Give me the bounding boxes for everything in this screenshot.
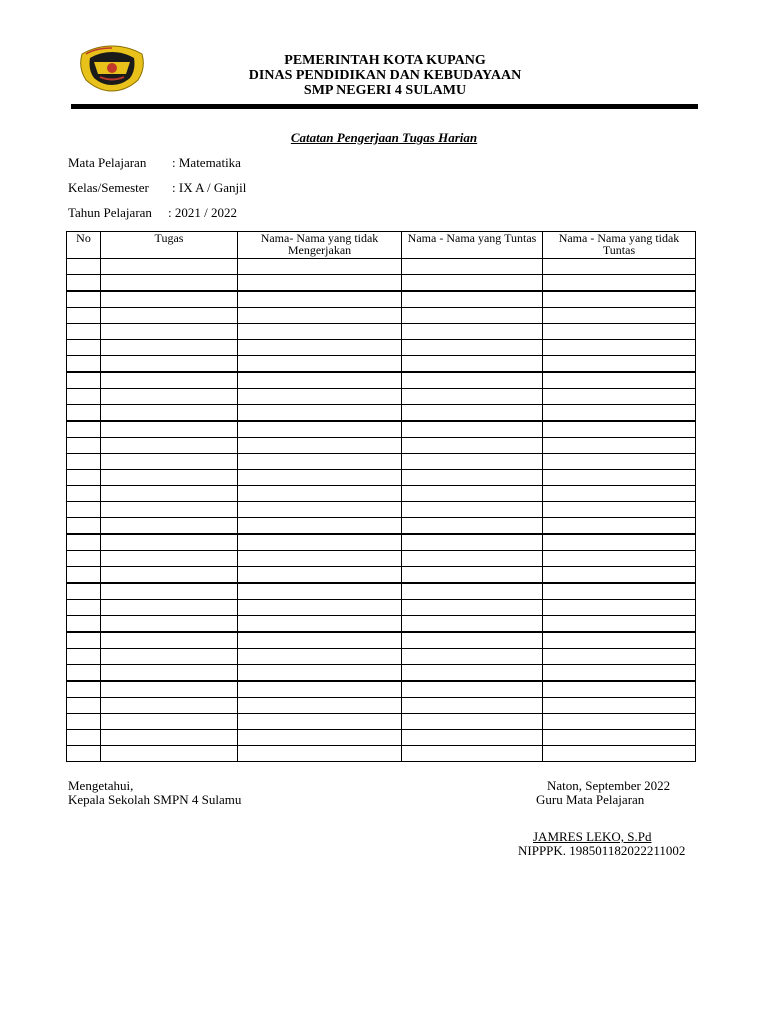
table-cell <box>67 746 101 762</box>
table-cell <box>101 356 238 373</box>
table-row <box>67 551 696 567</box>
table-cell <box>238 324 402 340</box>
table-cell <box>67 567 101 584</box>
subject-label: Mata Pelajaran <box>68 155 147 170</box>
col-header-task: Tugas <box>101 232 238 259</box>
signature-block <box>518 830 685 858</box>
table-cell <box>402 340 543 356</box>
table-cell <box>402 275 543 292</box>
table-cell <box>238 730 402 746</box>
table-cell <box>543 291 696 308</box>
table-cell <box>101 583 238 600</box>
info-year <box>68 205 237 221</box>
table-cell <box>101 600 238 616</box>
table-cell <box>238 372 402 389</box>
header-government: PEMERINTAH KOTA KUPANG <box>284 53 486 68</box>
table-cell <box>67 583 101 600</box>
table-cell <box>238 551 402 567</box>
table-cell <box>543 324 696 340</box>
table-cell <box>101 567 238 584</box>
table-cell <box>238 340 402 356</box>
table-cell <box>67 470 101 486</box>
table-cell <box>402 698 543 714</box>
table-cell <box>67 389 101 405</box>
table-header-row <box>67 232 696 259</box>
table-row <box>67 470 696 486</box>
acknowledged-label: Mengetahui, <box>68 778 134 793</box>
footer-left <box>68 779 241 807</box>
table-cell <box>543 518 696 535</box>
table-cell <box>238 356 402 373</box>
table-cell <box>67 421 101 438</box>
table-cell <box>238 259 402 275</box>
table-cell <box>402 616 543 633</box>
table-cell <box>238 649 402 665</box>
table-cell <box>543 259 696 275</box>
table-row <box>67 632 696 649</box>
table-cell <box>67 714 101 730</box>
table-cell <box>67 551 101 567</box>
table-cell <box>238 714 402 730</box>
table-row <box>67 665 696 682</box>
table-cell <box>402 567 543 584</box>
table-row <box>67 616 696 633</box>
table-cell <box>238 632 402 649</box>
table-row <box>67 291 696 308</box>
table-cell <box>543 486 696 502</box>
table-cell <box>101 551 238 567</box>
table-cell <box>238 616 402 633</box>
task-table <box>66 231 696 762</box>
table-row <box>67 405 696 422</box>
table-cell <box>402 389 543 405</box>
table-row <box>67 259 696 275</box>
subject-value: : Matematika <box>172 155 241 170</box>
table-row <box>67 600 696 616</box>
footer-right <box>536 779 670 807</box>
table-row <box>67 356 696 373</box>
table-cell <box>402 438 543 454</box>
table-cell <box>238 405 402 422</box>
table-cell <box>101 518 238 535</box>
table-cell <box>67 681 101 698</box>
table-cell <box>402 405 543 422</box>
table-cell <box>238 698 402 714</box>
signer-name: JAMRES LEKO, S.Pd <box>533 829 652 844</box>
table-row <box>67 275 696 292</box>
table-cell <box>543 714 696 730</box>
table-cell <box>67 372 101 389</box>
table-cell <box>238 389 402 405</box>
table-cell <box>402 324 543 340</box>
table-cell <box>402 486 543 502</box>
table-row <box>67 308 696 324</box>
table-cell <box>402 356 543 373</box>
table-row <box>67 372 696 389</box>
table-cell <box>67 356 101 373</box>
table-cell <box>67 308 101 324</box>
table-row <box>67 518 696 535</box>
table-row <box>67 340 696 356</box>
table-cell <box>101 698 238 714</box>
table-cell <box>67 665 101 682</box>
table-cell <box>67 730 101 746</box>
table-cell <box>67 616 101 633</box>
teacher-title: Guru Mata Pelajaran <box>536 792 645 807</box>
table-row <box>67 583 696 600</box>
table-cell <box>238 567 402 584</box>
table-body <box>67 259 696 762</box>
signer-id: NIPPPK. 198501182022211002 <box>518 843 686 858</box>
table-cell <box>101 746 238 762</box>
table-cell <box>543 616 696 633</box>
col-header-incomplete: Nama - Nama yang tidak Tuntas <box>543 232 696 259</box>
table-cell <box>101 649 238 665</box>
table-cell <box>101 275 238 292</box>
table-cell <box>402 583 543 600</box>
table-row <box>67 324 696 340</box>
table-cell <box>101 714 238 730</box>
table-cell <box>67 324 101 340</box>
table-cell <box>67 698 101 714</box>
table-row <box>67 681 696 698</box>
table-cell <box>543 470 696 486</box>
table-cell <box>101 372 238 389</box>
table-cell <box>238 518 402 535</box>
table-cell <box>67 275 101 292</box>
table-cell <box>67 259 101 275</box>
table-cell <box>402 518 543 535</box>
table-cell <box>543 502 696 518</box>
col-header-not-done: Nama- Nama yang tidak Mengerjakan <box>238 232 402 259</box>
header-school: SMP NEGERI 4 SULAMU <box>303 83 467 98</box>
table-cell <box>238 681 402 698</box>
table-cell <box>238 291 402 308</box>
table-cell <box>402 421 543 438</box>
table-cell <box>402 502 543 518</box>
table-row <box>67 730 696 746</box>
table-cell <box>101 632 238 649</box>
table-cell <box>543 308 696 324</box>
table-cell <box>238 454 402 470</box>
table-cell <box>101 308 238 324</box>
table-cell <box>238 502 402 518</box>
city-emblem-logo <box>76 44 148 92</box>
table-cell <box>402 372 543 389</box>
table-cell <box>543 438 696 454</box>
table-row <box>67 714 696 730</box>
table-cell <box>543 567 696 584</box>
table-cell <box>402 649 543 665</box>
table-cell <box>101 616 238 633</box>
table-cell <box>402 259 543 275</box>
table-row <box>67 567 696 584</box>
table-cell <box>543 698 696 714</box>
table-cell <box>543 665 696 682</box>
table-cell <box>101 438 238 454</box>
table-cell <box>238 665 402 682</box>
table-cell <box>238 746 402 762</box>
table-cell <box>101 259 238 275</box>
col-header-no: No <box>67 232 101 259</box>
table-cell <box>238 470 402 486</box>
table-cell <box>67 632 101 649</box>
table-cell <box>402 551 543 567</box>
table-cell <box>543 649 696 665</box>
table-cell <box>238 275 402 292</box>
table-cell <box>543 730 696 746</box>
table-row <box>67 421 696 438</box>
table-cell <box>543 356 696 373</box>
table-cell <box>101 470 238 486</box>
table-cell <box>67 291 101 308</box>
table-row <box>67 534 696 551</box>
class-label: Kelas/Semester <box>68 180 149 195</box>
table-cell <box>238 308 402 324</box>
table-cell <box>67 600 101 616</box>
table-cell <box>402 714 543 730</box>
table-row <box>67 438 696 454</box>
table-cell <box>238 583 402 600</box>
info-class <box>68 180 246 196</box>
table-cell <box>101 324 238 340</box>
table-cell <box>402 665 543 682</box>
table-cell <box>67 649 101 665</box>
table-cell <box>543 421 696 438</box>
table-cell <box>402 746 543 762</box>
table-row <box>67 502 696 518</box>
table-cell <box>238 534 402 551</box>
table-cell <box>101 502 238 518</box>
table-cell <box>402 454 543 470</box>
table-cell <box>402 534 543 551</box>
table-cell <box>543 583 696 600</box>
table-cell <box>101 534 238 551</box>
table-row <box>67 486 696 502</box>
table-cell <box>101 405 238 422</box>
table-cell <box>67 502 101 518</box>
table-row <box>67 649 696 665</box>
table-cell <box>101 454 238 470</box>
info-subject <box>68 155 241 171</box>
place-date: Naton, September 2022 <box>547 778 671 793</box>
table-row <box>67 698 696 714</box>
table-cell <box>543 389 696 405</box>
table-cell <box>543 681 696 698</box>
table-row <box>67 454 696 470</box>
table-cell <box>543 534 696 551</box>
table-cell <box>101 340 238 356</box>
table-cell <box>67 486 101 502</box>
table-row <box>67 389 696 405</box>
table-cell <box>101 730 238 746</box>
table-cell <box>543 340 696 356</box>
table-cell <box>543 405 696 422</box>
table-cell <box>67 405 101 422</box>
institution-header <box>150 53 620 98</box>
table-cell <box>402 600 543 616</box>
principal-title: Kepala Sekolah SMPN 4 Sulamu <box>68 792 242 807</box>
col-header-complete: Nama - Nama yang Tuntas <box>402 232 543 259</box>
table-cell <box>101 389 238 405</box>
table-cell <box>67 438 101 454</box>
year-label: Tahun Pelajaran <box>68 205 152 220</box>
table-cell <box>67 340 101 356</box>
table-cell <box>238 438 402 454</box>
header-department: DINAS PENDIDIKAN DAN KEBUDAYAAN <box>248 68 522 83</box>
table-cell <box>101 681 238 698</box>
table-cell <box>402 308 543 324</box>
table-row <box>67 746 696 762</box>
document-title: Catatan Pengerjaan Tugas Harian <box>290 130 478 145</box>
table-cell <box>238 421 402 438</box>
header-divider <box>71 104 698 109</box>
table-cell <box>543 632 696 649</box>
table-cell <box>101 665 238 682</box>
class-value: : IX A / Ganjil <box>172 180 247 195</box>
year-value: : 2021 / 2022 <box>168 205 237 220</box>
table-cell <box>402 681 543 698</box>
table-cell <box>543 372 696 389</box>
table-cell <box>543 454 696 470</box>
table-cell <box>67 534 101 551</box>
table-cell <box>402 632 543 649</box>
table-cell <box>543 551 696 567</box>
table-cell <box>402 730 543 746</box>
table-cell <box>543 746 696 762</box>
table-cell <box>402 470 543 486</box>
table-cell <box>238 600 402 616</box>
table-cell <box>543 275 696 292</box>
table-cell <box>67 454 101 470</box>
table-cell <box>101 421 238 438</box>
table-cell <box>101 486 238 502</box>
table-cell <box>101 291 238 308</box>
table-cell <box>402 291 543 308</box>
table-cell <box>67 518 101 535</box>
table-cell <box>238 486 402 502</box>
table-cell <box>543 600 696 616</box>
